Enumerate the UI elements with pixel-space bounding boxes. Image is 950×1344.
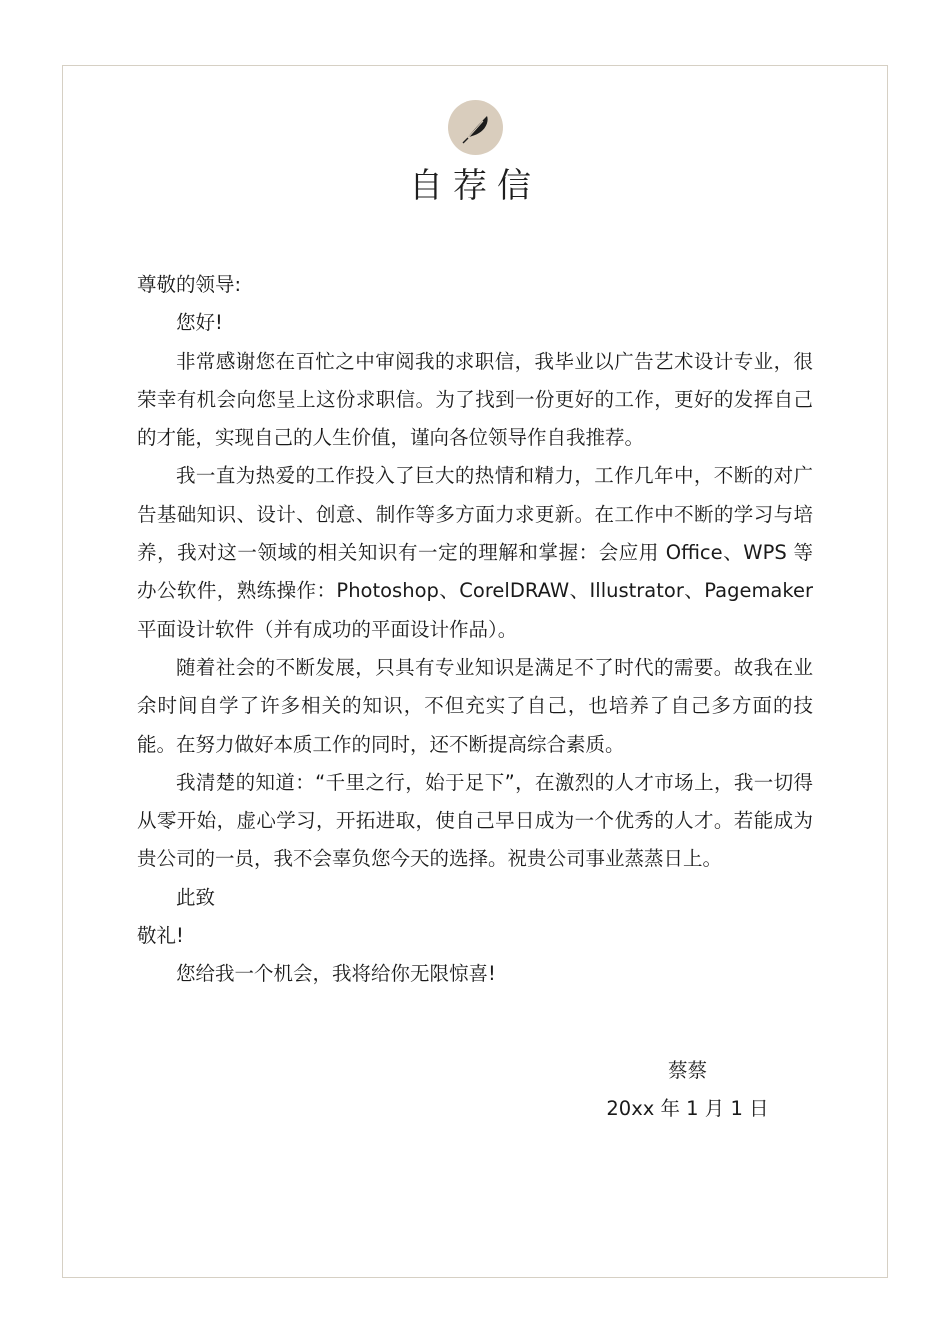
closing-salute: 敬礼! (137, 924, 184, 948)
postscript: 您给我一个机会，我将给你无限惊喜! (176, 962, 496, 986)
salutation: 尊敬的领导: (137, 273, 242, 296)
signature-date: 20xx 年 1 月 1 日 (606, 1097, 769, 1120)
paragraph: 我清楚的知道：“千里之行，始于足下”，在激烈的人才市场上，我一切得从零开始，虚心学习，开拓进取，使自己早日成为一个优秀的人才。若能成为贵公司的一员，我不会辜负您今天的选择。祝贵公司事业蒸蒸日上。 (137, 770, 813, 871)
paragraph: 非常感谢您在百忙之中审阅我的求职信，我毕业以广告艺术设计专业，很荣幸有机会向您呈上这份求职信。为了找到一份更好的工作，更好的发挥自己的才能，实现自己的人生价值，谨向各位领导作自我推荐。 (137, 349, 813, 450)
paragraph: 我一直为热爱的工作投入了巨大的热情和精力，工作几年中，不断的对广告基础知识、设计、创意、制作等多方面力求更新。在工作中不断的学习与培养，我对这一领域的相关知识有一定的理解和掌握：会应用 Office、WPS 等办公软件，熟练操作：Photoshop、CorelDRAW、Illustrator、Pagemaker 平面设计软件（并有成功的平面设计作品）。 (137, 464, 813, 641)
page-title: 自荐信 (409, 166, 541, 206)
closing-line: 此致 (176, 885, 216, 909)
greeting: 您好! (176, 311, 223, 335)
quill-feather-icon (459, 111, 493, 145)
letter-body (137, 266, 813, 994)
emblem-badge (448, 100, 503, 155)
signature-name: 蔡蔡 (667, 1059, 707, 1082)
paragraph: 随着社会的不断发展，只具有专业知识是满足不了时代的需要。故我在业余时间自学了许多相关的知识，不但充实了自己，也培养了自己多方面的技能。在努力做好本质工作的同时，还不断提高综合素质。 (137, 655, 813, 756)
